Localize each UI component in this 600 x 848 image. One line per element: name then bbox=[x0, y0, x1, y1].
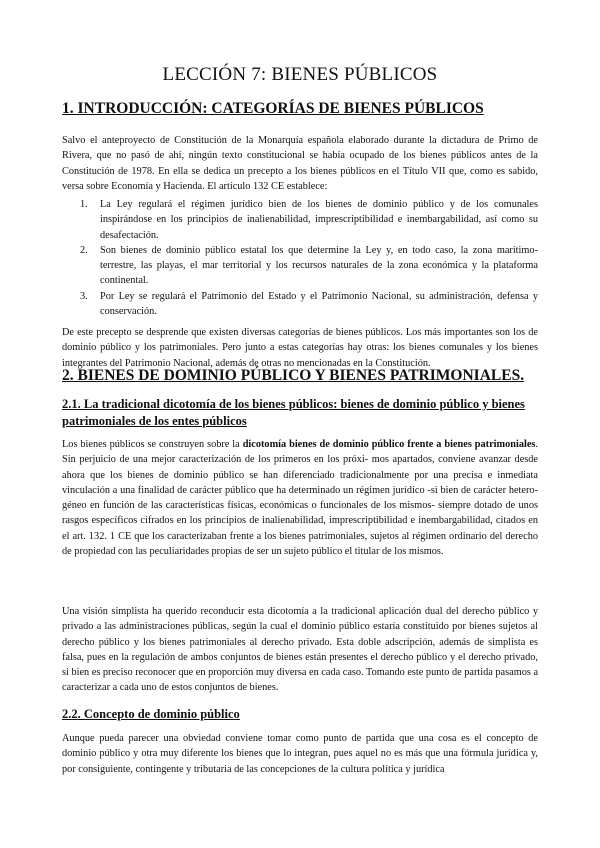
emphasis-dichotomy: dicotomía bienes de dominio público frente a bienes patrimoniales bbox=[242, 439, 536, 450]
subsection-2-1-paragraph-1: Los bienes públicos se construyen sobre la dicotomía bienes de dominio público frente a bienes patrimoniales. Sin perjuicio de una mejor caracterización de los primeros en los próxi- mos apartados, conviene avanzar desde ahora que los bienes de dominio público se han diferenciado tradicionalmente por una precisa e inmediata vinculación a una finalidad de carácter público que ha determinado un régimen jurídico -si bien de carácter hetero- géneo en función de las características físicas, económicas o funcionales de los mismos- siempre dotado de unos rasgos específicos cifrados en los principios de inalienabilidad, imprescriptibilidad e inembargabilidad, citados en el art. 132. 1 CE que los caracterizaban frente a los bienes patrimoniales, sujetos al régimen ordinario del derecho de propiedad con las peculiaridades propias de ser un sujeto público el titular de los mismos. bbox=[62, 439, 538, 558]
list-item-text: La Ley regulará el régimen jurídico bien de los bienes de dominio público y de los comunales inspirándose en los principios de inalienabilidad, imprescriptibilidad e inembargabilidad, así como su desafectación. bbox=[100, 199, 538, 241]
section-1-heading: 1. INTRODUCCIÓN: CATEGORÍAS DE BIENES PÚBLICOS bbox=[62, 100, 484, 117]
list-item-number: 1. bbox=[80, 199, 88, 210]
section-1-closing: De este precepto se desprende que existen diversas categorías de bienes públicos. Los más importantes son los de dominio público y los patrimoniales. Pero junto a estas categorías hay otras: los bienes comunales y los bienes integrantes del Patrimonio Nacional, además de otras no mencionadas en la Constitución. bbox=[62, 327, 538, 369]
subsection-2-1-paragraph-2: Una visión simplista ha querido reconducir esta dicotomía a la tradicional aplicación dual del derecho público y privado a las administraciones públicas, según la cual el dominio público estaría constituido por bienes sujetos al derecho público y los bienes patrimoniales al derecho privado. Esta doble adscripción, además de simplista es falsa, pues en la regulación de ambos conjuntos de bienes están presentes el derecho público y el derecho privado, si bien es preciso reconocer que en proporción muy diversa en cada caso. Tomando este punto de partida pasamos a caracterizar a cada uno de estos conjuntos de bienes. bbox=[62, 606, 539, 694]
list-item bbox=[62, 197, 538, 243]
list-item bbox=[62, 289, 538, 320]
list-item-number: 3. bbox=[80, 290, 88, 302]
subsection-2-2-paragraph-1: Aunque pueda parecer una obviedad conviene tomar como punto de partida que una cosa es el concepto de dominio público y otra muy diferente los bienes que lo integran, pues aquel no es más que una fórmula jurídica y, por consiguiente, contingente y tributaria de las concepciones de la cultura política y jurídica bbox=[62, 733, 538, 775]
subsection-2-2-heading: 2.2. Concepto de dominio público bbox=[62, 707, 240, 721]
list-item bbox=[62, 243, 538, 289]
section-1-intro: Salvo el anteproyecto de Constitución de la Monarquía española elaborado durante la dictadura de Primo de Rivera, que no pasó de ahí, ningún texto constitucional se había ocupado de los bienes públicos antes de la Constitución de 1978. En ella se dedica un precepto a los bienes públicos en el Título VII que, como es sabido, versa sobre Economía y Hacienda. El artículo 132 CE establece: bbox=[62, 135, 538, 192]
list-item-number: 2. bbox=[80, 244, 88, 256]
page-title: LECCIÓN 7: BIENES PÚBLICOS bbox=[162, 64, 438, 85]
article-132-list bbox=[62, 197, 538, 319]
list-item-text: Son bienes de dominio público estatal los que determine la Ley y, en todo caso, la zona marítimo-terrestre, las playas, el mar territorial y los recursos naturales de la zona económica y la plataforma continental. bbox=[100, 244, 538, 287]
subsection-2-1-heading: 2.1. La tradicional dicotomía de los bienes públicos: bienes de dominio público y bienes patrimoniales de los entes públicos bbox=[62, 397, 525, 428]
list-item-text: Por Ley se regulará el Patrimonio del Estado y el Patrimonio Nacional, su administración, defensa y conservación. bbox=[100, 290, 538, 318]
section-2-heading: 2. BIENES DE DOMINIO PÚBLICO Y BIENES PATRIMONIALES. bbox=[62, 367, 525, 384]
